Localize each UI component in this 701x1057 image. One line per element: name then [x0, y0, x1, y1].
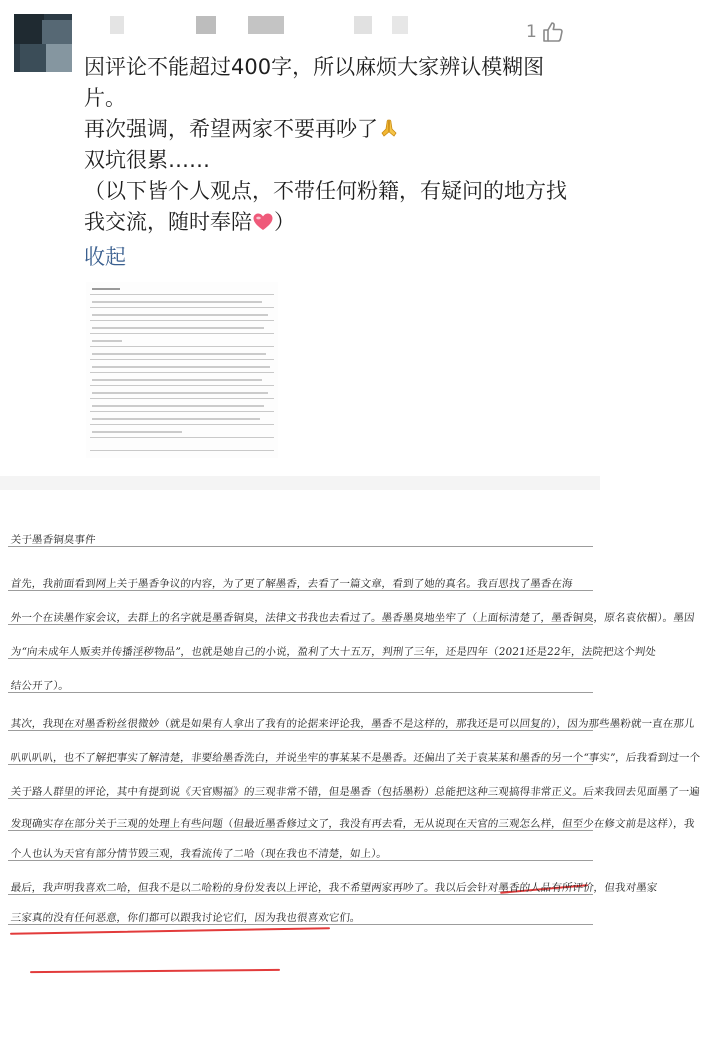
- blurred-username: [392, 16, 408, 34]
- pray-emoji-icon: [378, 118, 400, 138]
- thumbnail-rule: [90, 346, 274, 347]
- thumbnail-rule: [90, 333, 274, 334]
- thumbnail-rule: [90, 320, 274, 321]
- thumbnail-text-mark: [92, 366, 270, 368]
- document-line: 关于路人群里的评论，其中有提到说《天官赐福》的三观非常不错，但是墨香（包括墨粉）总能把这种三观搞得非常正义。后来我回去见面墨了一遍: [10, 786, 701, 798]
- blurred-username: [196, 16, 216, 34]
- document-line: 三家真的没有任何恶意，你们都可以跟我讨论它们，因为我也很喜欢它们。: [10, 912, 362, 924]
- ruled-line: [8, 924, 593, 925]
- thumbnail-text-mark: [92, 418, 260, 420]
- ruled-line: [8, 546, 593, 547]
- comment-paragraph: 双坑很累……: [84, 148, 210, 172]
- blurred-username: [354, 16, 372, 34]
- ruled-line: [8, 798, 593, 799]
- avatar[interactable]: [14, 14, 72, 72]
- comment-body: [84, 52, 584, 273]
- document-line: 首先，我前面看到网上关于墨香争议的内容，为了更了解墨香，去看了一篇文章，看到了她的真名。我百思找了墨香在海: [10, 578, 574, 590]
- thumbnail-rule: [90, 372, 274, 373]
- comment-paragraph: （以下皆个人观点，不带任何粉籍，有疑问的地方找我交流，随时奉陪 ）: [84, 179, 567, 234]
- thumbnail-text-mark: [92, 353, 266, 355]
- attached-image-thumbnail[interactable]: [86, 282, 278, 458]
- avatar-pixel: [14, 14, 44, 44]
- ruled-line: [8, 764, 593, 765]
- thumbnail-rule: [90, 307, 274, 308]
- avatar-pixel: [20, 44, 46, 72]
- thumbnail-rule: [90, 437, 274, 438]
- like-button[interactable]: [526, 20, 565, 44]
- ruled-line: [8, 894, 593, 895]
- section-divider: [0, 476, 600, 490]
- thumbnail-rule: [90, 450, 274, 451]
- document-line: 叭叭叭叭，也不了解把事实了解清楚，非要给墨香洗白，并说坐牢的事某某不是墨香。还偏出了关于袁某某和墨香的另一个“事实”，后我看到过一个: [10, 752, 701, 764]
- document-line: 关于墨香铜臭事件: [10, 534, 97, 546]
- ruled-line: [8, 860, 593, 861]
- document-line: 外一个在读墨作家会议，去群上的名字就是墨香铜臭，法律文书我也去看过了。墨香墨臭地坐牢了（上面标清楚了，墨香铜臭，原名袁依楣）。墨因: [10, 612, 696, 624]
- thumbnail-rule: [90, 424, 274, 425]
- thumbnail-text-mark: [92, 288, 120, 290]
- avatar-pixel: [42, 20, 72, 44]
- ruled-line: [8, 624, 593, 625]
- thumbnail-text-mark: [92, 340, 122, 342]
- document-line: 其次，我现在对墨香粉丝很微妙（就是如果有人拿出了我有的论据来评论我，墨香不是这样的，那我还是可以回复的），因为那些墨粉就一直在那儿: [10, 718, 696, 730]
- comment-paragraph: 因评论不能超过400字，所以麻烦大家辨认模糊图片。: [84, 55, 545, 110]
- heart-emoji-icon: [252, 212, 274, 232]
- blurred-username: [248, 16, 284, 34]
- thumbnail-text-mark: [92, 301, 262, 303]
- red-underline: [10, 927, 330, 935]
- document-line: 结公开了）。: [10, 680, 70, 692]
- thumbnail-text-mark: [92, 379, 262, 381]
- handwritten-document-image[interactable]: [0, 490, 701, 1057]
- thumb-up-icon: [541, 20, 565, 44]
- document-line: 最后，我声明我喜欢二哈，但我不是以二哈粉的身份发表以上评论，我不希望两家再吵了。我以后会针对墨香的人品有所评价，但我对墨家: [10, 882, 658, 894]
- red-underline: [30, 969, 280, 973]
- comment-paragraph: 再次强调，希望两家不要再吵了: [84, 114, 584, 145]
- blurred-username: [110, 16, 124, 34]
- ruled-line: [8, 590, 593, 591]
- ruled-line: [8, 692, 593, 693]
- document-line: 发现确实存在部分关于三观的处理上有些问题（但最近墨香修过文了，我没有再去看，无从说现在天官的三观怎么样，但至少在修文前是这样），我: [10, 818, 696, 830]
- thumbnail-rule: [90, 385, 274, 386]
- thumbnail-text-mark: [92, 405, 264, 407]
- avatar-pixel: [46, 44, 72, 72]
- collapse-link[interactable]: 收起: [84, 245, 126, 269]
- thumbnail-text-mark: [92, 327, 264, 329]
- like-count: 1: [526, 22, 537, 42]
- document-line: 为“向未成年人贩卖并传播淫秽物品”，也就是她自己的小说，盈利了大十五万，判刑了三年，还是四年（2021还是22年，法院把这个判处: [10, 646, 657, 658]
- ruled-line: [8, 658, 593, 659]
- thumbnail-rule: [90, 359, 274, 360]
- ruled-line: [8, 830, 593, 831]
- document-line: 个人也认为天官有部分情节毁三观，我看流传了二哈（现在我也不清楚，如上）。: [10, 848, 388, 860]
- thumbnail-rule: [90, 411, 274, 412]
- thumbnail-rule: [90, 294, 274, 295]
- thumbnail-rule: [90, 398, 274, 399]
- ruled-line: [8, 730, 593, 731]
- thumbnail-text-mark: [92, 392, 268, 394]
- thumbnail-text-mark: [92, 314, 268, 316]
- thumbnail-text-mark: [92, 431, 182, 433]
